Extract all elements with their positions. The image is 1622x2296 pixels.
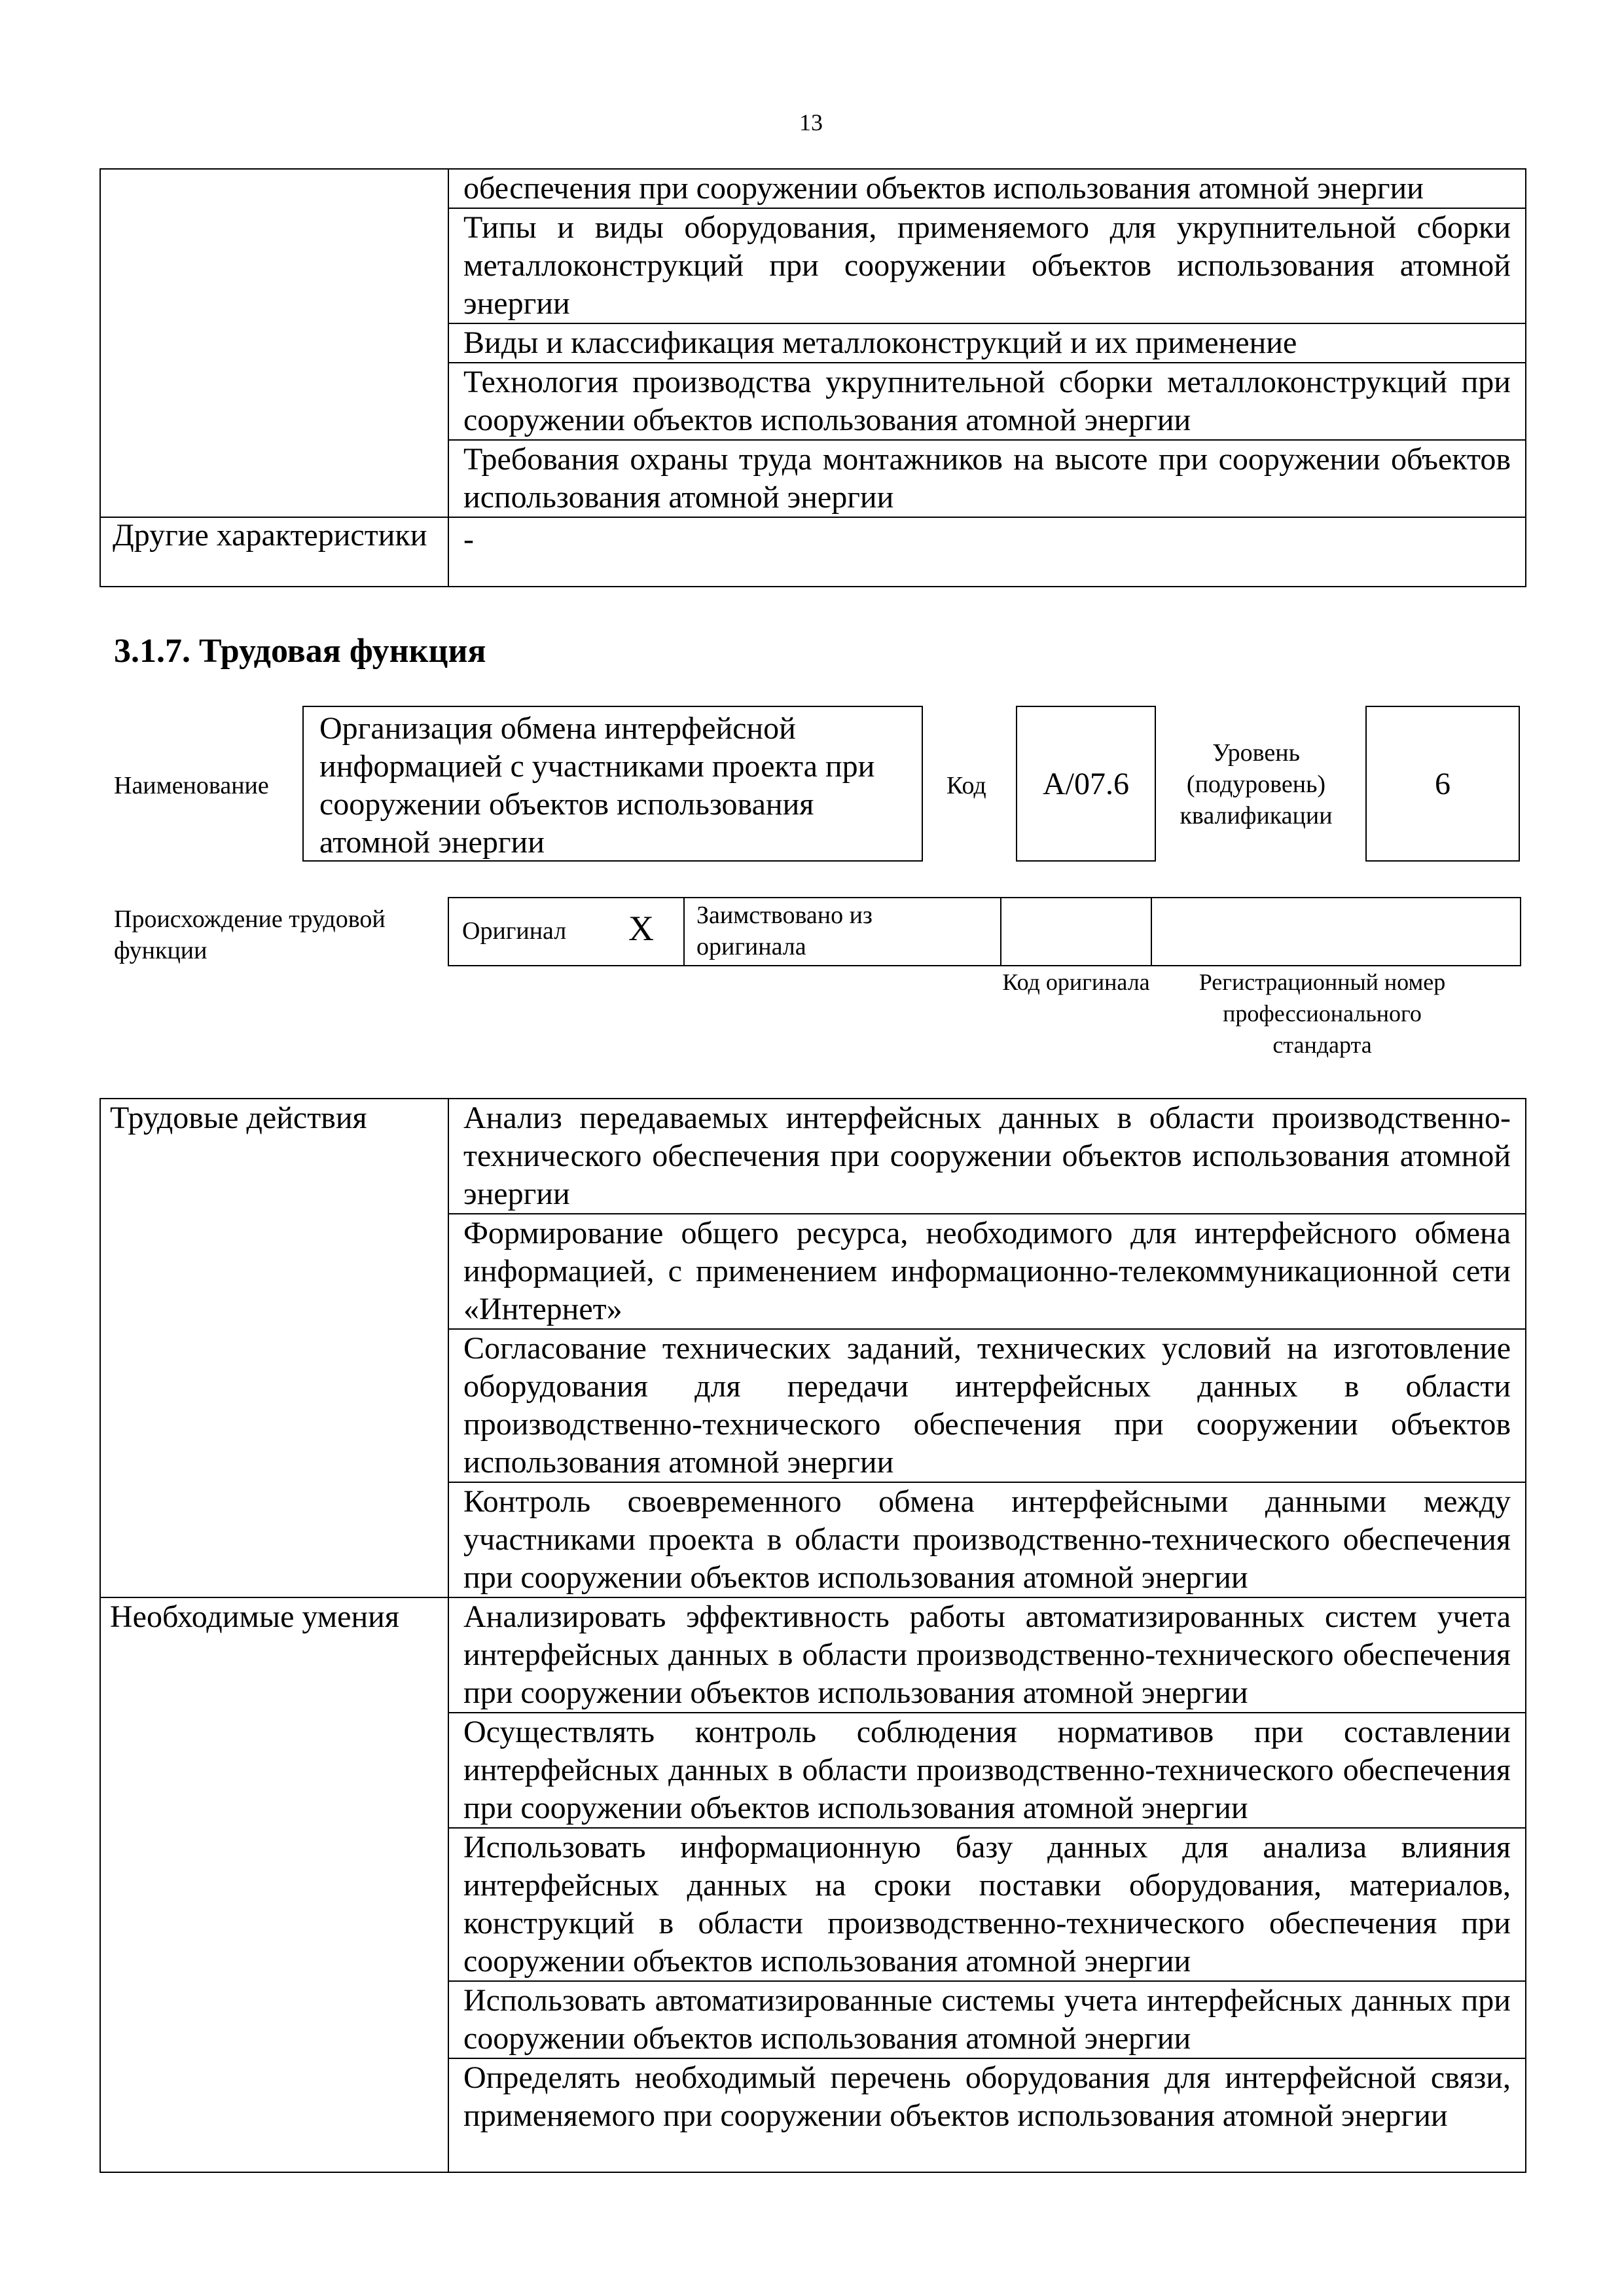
origin-divider	[683, 897, 685, 966]
function-name-box	[302, 706, 923, 862]
labor-action-item: Формирование общего ресурса, необходимого для интерфейсного обмена информацией, с применением информационно-телекоммуникационной сети «Интернет»	[448, 1214, 1526, 1329]
skill-item: Определять необходимый перечень оборудования для интерфейсной связи, применяемого при сооружении объектов использования атомной энергии	[448, 2058, 1526, 2172]
origin-box	[448, 897, 1521, 966]
page-number: 13	[799, 109, 823, 136]
other-characteristics-label: Другие характеристики	[100, 517, 448, 587]
knowledge-item: Требования охраны труда монтажников на высоте при сооружении объектов использования атомной энергии	[448, 440, 1526, 517]
original-mark: X	[628, 909, 654, 948]
skill-item: Использовать информационную базу данных для анализа влияния интерфейсных данных на сроки поставки оборудования, материалов, конструкций в области производственно-технического обеспечения при сооружении объектов использования атомной энергии	[448, 1828, 1526, 1981]
original-label: Оригинал	[462, 917, 567, 945]
other-characteristics-value: -	[448, 517, 1526, 587]
origin-divider	[1151, 897, 1152, 966]
skill-item: Осуществлять контроль соблюдения нормативов при составлении интерфейсных данных в области производственно-технического обеспечения при сооружении объектов использования атомной энергии	[448, 1713, 1526, 1828]
function-details-table	[99, 1098, 1526, 2173]
skill-item: Анализировать эффективность работы автоматизированных систем учета интерфейсных данных в области производственно-технического обеспечения при сооружении объектов использования атомной энергии	[448, 1597, 1526, 1713]
origin-code-caption: Код оригинала	[1002, 969, 1150, 995]
knowledge-item: Технология производства укрупнительной сборки металлоконструкций при сооружении объектов использования атомной энергии	[448, 363, 1526, 440]
qualification-level: 6	[1365, 706, 1520, 862]
required-skills-label: Необходимые умения	[100, 1597, 448, 2172]
labor-action-item: Согласование технических заданий, технических условий на изготовление оборудования для передачи интерфейсных данных в области производственно-технического обеспечения при сооружении объектов использования атомной энергии	[448, 1329, 1526, 1482]
origin-label: Происхождение трудовой функции	[114, 905, 386, 964]
knowledge-item: Виды и классификация металлоконструкций и их применение	[448, 323, 1526, 363]
knowledge-continuation-table	[99, 168, 1526, 587]
labor-actions-label: Трудовые действия	[100, 1099, 448, 1597]
name-label: Наименование	[114, 772, 269, 799]
function-code: A/07.6	[1016, 706, 1156, 862]
level-label: Уровень (подуровень) квалификации	[1180, 739, 1333, 829]
origin-divider	[1000, 897, 1001, 966]
skill-item: Использовать автоматизированные системы учета интерфейсных данных при сооружении объектов использования атомной энергии	[448, 1981, 1526, 2058]
section-heading: 3.1.7. Трудовая функция	[114, 632, 486, 670]
registration-number-caption: Регистрационный номер профессионального стандарта	[1198, 969, 1446, 1058]
labor-action-item: Анализ передаваемых интерфейсных данных в области производственно-технического обеспечения при сооружении объектов использования атомной энергии	[448, 1099, 1526, 1214]
function-name: Организация обмена интерфейсной информацией с участниками проекта при сооружении объектов использования атомной энергии	[319, 711, 875, 860]
knowledge-item: Типы и виды оборудования, применяемого для укрупнительной сборки металлоконструкций при сооружении объектов использования атомной энергии	[448, 208, 1526, 323]
borrowed-label: Заимствовано из оригинала	[696, 902, 873, 960]
labor-action-item: Контроль своевременного обмена интерфейсными данными между участниками проекта в области производственно-технического обеспечения при сооружении объектов использования атомной энергии	[448, 1482, 1526, 1597]
code-label: Код	[946, 772, 986, 799]
knowledge-item: обеспечения при сооружении объектов использования атомной энергии	[448, 169, 1526, 208]
knowledge-label-cell	[100, 169, 448, 517]
